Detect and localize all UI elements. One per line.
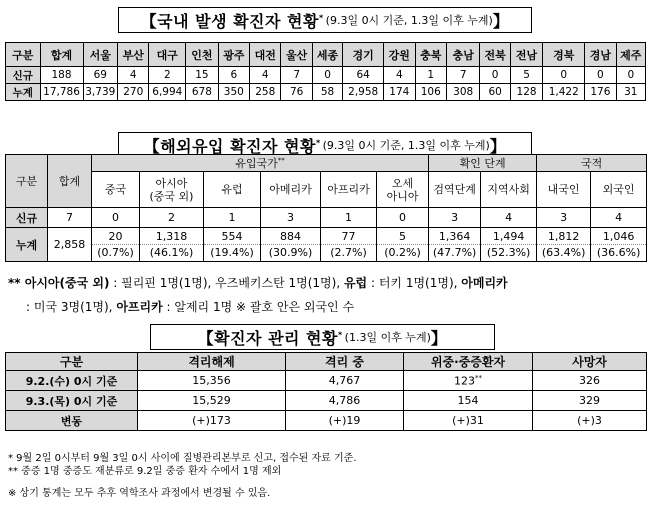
domestic-new-cell: 0 xyxy=(585,67,616,84)
domestic-cum-cell: 31 xyxy=(616,84,645,101)
overseas-new-cell: 2 xyxy=(140,208,204,228)
overseas-new-cell: 4 xyxy=(481,208,537,228)
domestic-cum-cell: 60 xyxy=(480,84,510,101)
domestic-cum-cell: 128 xyxy=(510,84,542,101)
overseas-group-row xyxy=(6,155,647,172)
overseas-new-row xyxy=(6,208,647,228)
management-row-sep2 xyxy=(6,371,647,391)
domestic-new-cell: 1 xyxy=(415,67,446,84)
domestic-new-row xyxy=(6,67,646,84)
management-cell xyxy=(404,371,533,391)
domestic-cum-cell: 106 xyxy=(415,84,446,101)
overseas-col-header: 지역사회 xyxy=(481,172,537,208)
management-cell: (+)173 xyxy=(138,411,286,431)
overseas-new-total: 7 xyxy=(48,208,92,228)
overseas-col-header: 오세 아니아 xyxy=(377,172,429,208)
overseas-cum-percent: (46.1%) xyxy=(140,244,203,260)
management-cell: 154 xyxy=(404,391,533,411)
domestic-new-cell: 4 xyxy=(118,67,149,84)
overseas-cum-percent: (30.9%) xyxy=(261,244,320,260)
overseas-cum-percent: (36.6%) xyxy=(591,244,646,260)
overseas-cum-value: 1,494 xyxy=(492,230,525,243)
domestic-cum-cell: 58 xyxy=(312,84,342,101)
domestic-header-cell: 제주 xyxy=(616,43,645,67)
overseas-new-cell: 3 xyxy=(537,208,591,228)
management-cell: 15,356 xyxy=(138,371,286,391)
overseas-new-cell: 4 xyxy=(591,208,647,228)
domestic-title-text: 【국내 발생 확진자 현황* xyxy=(140,11,324,31)
domestic-header-cell: 울산 xyxy=(281,43,312,67)
overseas-col-row xyxy=(6,172,647,208)
domestic-header-cell: 인천 xyxy=(186,43,218,67)
domestic-cum-cell: 174 xyxy=(384,84,415,101)
overseas-cum-value: 1,046 xyxy=(602,230,635,243)
management-header-cell: 격리해제 xyxy=(138,353,286,371)
domestic-header-cell: 부산 xyxy=(118,43,149,67)
overseas-cum-cell xyxy=(591,228,647,262)
domestic-new-cell: 신규 xyxy=(6,67,41,84)
domestic-new-cell: 0 xyxy=(616,67,645,84)
domestic-new-cell: 188 xyxy=(40,67,83,84)
overseas-cum-value: 1,812 xyxy=(547,230,580,243)
management-cell: 15,529 xyxy=(138,391,286,411)
domestic-header-cell: 합계 xyxy=(40,43,83,67)
overseas-new-cell: 3 xyxy=(261,208,321,228)
overseas-cum-value: 20 xyxy=(108,230,123,243)
overseas-cum-cell xyxy=(261,228,321,262)
overseas-col-header: 중국 xyxy=(92,172,140,208)
overseas-col-header: 아프리카 xyxy=(321,172,377,208)
domestic-cum-cell: 17,786 xyxy=(40,84,83,101)
overseas-cum-percent: (19.4%) xyxy=(204,244,260,260)
domestic-cases-table xyxy=(5,42,646,101)
overseas-cum-cell xyxy=(429,228,481,262)
overseas-gubun: 구분 xyxy=(6,155,48,208)
domestic-new-cell: 5 xyxy=(510,67,542,84)
overseas-cum-cell xyxy=(537,228,591,262)
domestic-header-cell: 대구 xyxy=(149,43,186,67)
domestic-header-cell: 광주 xyxy=(218,43,249,67)
overseas-new-label: 신규 xyxy=(6,208,48,228)
management-row-sep3 xyxy=(6,391,647,411)
domestic-header-cell: 경북 xyxy=(543,43,585,67)
overseas-col-header: 유럽 xyxy=(204,172,261,208)
overseas-cases-table xyxy=(5,154,647,262)
overseas-cum-percent: (0.7%) xyxy=(92,244,139,260)
overseas-cum-cell xyxy=(321,228,377,262)
management-header-cell: 사망자 xyxy=(533,353,647,371)
management-header-cell: 격리 중 xyxy=(286,353,404,371)
domestic-header-cell: 경남 xyxy=(585,43,616,67)
domestic-cum-row xyxy=(6,84,646,101)
overseas-col-header: 아메리카 xyxy=(261,172,321,208)
overseas-cum-cell xyxy=(377,228,429,262)
management-row-change xyxy=(6,411,647,431)
domestic-header-cell: 경기 xyxy=(343,43,384,67)
domestic-new-cell: 0 xyxy=(480,67,510,84)
domestic-header-cell: 서울 xyxy=(83,43,118,67)
domestic-new-cell: 4 xyxy=(250,67,281,84)
overseas-cum-percent: (2.7%) xyxy=(321,244,376,260)
overseas-new-cell: 3 xyxy=(429,208,481,228)
overseas-col-header: 아시아 (중국 외) xyxy=(140,172,204,208)
domestic-header-cell: 전남 xyxy=(510,43,542,67)
overseas-group-nation: 국적 xyxy=(537,155,647,172)
overseas-group-confirm: 확인 단계 xyxy=(429,155,537,172)
domestic-new-cell: 69 xyxy=(83,67,118,84)
domestic-new-cell: 2 xyxy=(149,67,186,84)
management-title-sub: (1.3일 이후 누계) xyxy=(344,331,431,344)
overseas-cum-value: 1,364 xyxy=(438,230,471,243)
management-header-cell: 위중·중증환자 xyxy=(404,353,533,371)
management-header-row xyxy=(6,353,647,371)
management-cell: 4,786 xyxy=(286,391,404,411)
management-row-label: 9.3.(목) 0시 기준 xyxy=(6,391,138,411)
domestic-new-cell: 0 xyxy=(312,67,342,84)
domestic-header-cell: 전북 xyxy=(480,43,510,67)
domestic-header-row xyxy=(6,43,646,67)
domestic-title: 【국내 발생 확진자 현황* (9.3일 0시 기준, 1.3일 이후 누계) 】 xyxy=(118,7,532,33)
footnote-1: * 9월 2일 0시부터 9월 3일 0시 사이에 질병관리본부로 신고, 접수된 자료 기준. xyxy=(8,453,357,464)
domestic-header-cell: 구분 xyxy=(6,43,41,67)
domestic-header-cell: 세종 xyxy=(312,43,342,67)
overseas-cum-label: 누계 xyxy=(6,228,48,262)
domestic-cum-cell: 350 xyxy=(218,84,249,101)
management-cell: (+)3 xyxy=(533,411,647,431)
domestic-cum-cell: 678 xyxy=(186,84,218,101)
domestic-new-cell: 7 xyxy=(281,67,312,84)
management-header-cell: 구분 xyxy=(6,353,138,371)
overseas-col-header: 내국인 xyxy=(537,172,591,208)
overseas-cum-cell xyxy=(204,228,261,262)
overseas-new-cell: 0 xyxy=(92,208,140,228)
domestic-new-cell: 0 xyxy=(543,67,585,84)
domestic-cum-cell: 176 xyxy=(585,84,616,101)
domestic-header-cell: 강원 xyxy=(384,43,415,67)
management-title: 【확진자 관리 현황* (1.3일 이후 누계) 】 xyxy=(150,324,495,350)
overseas-new-cell: 1 xyxy=(204,208,261,228)
overseas-cum-percent: (47.7%) xyxy=(429,244,480,260)
domestic-header-cell: 대전 xyxy=(250,43,281,67)
overseas-cum-percent: (0.2%) xyxy=(377,244,428,260)
overseas-cum-percent: (63.4%) xyxy=(537,244,590,260)
domestic-cum-cell: 258 xyxy=(250,84,281,101)
overseas-cum-cell xyxy=(140,228,204,262)
management-cell: (+)19 xyxy=(286,411,404,431)
overseas-cum-total: 2,858 xyxy=(48,228,92,262)
domestic-new-cell: 7 xyxy=(446,67,480,84)
overseas-title-text: 【해외유입 확진자 현황* xyxy=(143,136,321,156)
management-cell: 326 xyxy=(533,371,647,391)
footnote-2: ** 중증 1명 중증도 재분류로 9.2일 중증 환자 수에서 1명 제외 xyxy=(8,466,282,477)
domestic-new-cell: 15 xyxy=(186,67,218,84)
overseas-cum-value: 5 xyxy=(399,230,407,243)
management-title-text: 【확진자 관리 현황* xyxy=(197,328,343,348)
domestic-cum-cell: 270 xyxy=(118,84,149,101)
management-cell: 4,767 xyxy=(286,371,404,391)
domestic-header-cell: 충북 xyxy=(415,43,446,67)
domestic-header-cell: 충남 xyxy=(446,43,480,67)
overseas-title-sub: (9.3일 0시 기준, 1.3일 이후 누계) xyxy=(322,139,490,152)
overseas-cum-value: 77 xyxy=(341,230,356,243)
domestic-new-cell: 64 xyxy=(343,67,384,84)
severe-mark: ** xyxy=(475,373,482,382)
footnote-3: ※ 상기 통계는 모두 추후 역학조사 과정에서 변경될 수 있음. xyxy=(8,488,271,499)
overseas-group-inflow: 유입국가** xyxy=(92,155,429,172)
domestic-cum-cell: 1,422 xyxy=(543,84,585,101)
severe-value: 123 xyxy=(454,374,475,388)
overseas-col-header: 검역단계 xyxy=(429,172,481,208)
domestic-new-cell: 6 xyxy=(218,67,249,84)
overseas-cum-value: 1,318 xyxy=(155,230,188,243)
inflow-note-line2: : 미국 3명(1명), 아프리카 : 알제리 1명 ※ 괄호 안은 외국인 수 xyxy=(26,300,355,314)
overseas-total-header: 합계 xyxy=(48,155,92,208)
management-cell: 329 xyxy=(533,391,647,411)
management-cell: (+)31 xyxy=(404,411,533,431)
domestic-cum-cell: 76 xyxy=(281,84,312,101)
domestic-cum-cell: 6,994 xyxy=(149,84,186,101)
overseas-cum-value: 884 xyxy=(280,230,301,243)
domestic-cum-cell: 누계 xyxy=(6,84,41,101)
overseas-col-header: 외국인 xyxy=(591,172,647,208)
overseas-new-cell: 1 xyxy=(321,208,377,228)
overseas-cum-row xyxy=(6,228,647,262)
overseas-cum-cell xyxy=(92,228,140,262)
domestic-title-sub: (9.3일 0시 기준, 1.3일 이후 누계) xyxy=(325,14,493,27)
overseas-cum-cell xyxy=(481,228,537,262)
overseas-title: 【해외유입 확진자 현황* (9.3일 0시 기준, 1.3일 이후 누계) 】 xyxy=(118,132,532,158)
overseas-cum-percent: (52.3%) xyxy=(481,244,536,260)
inflow-note-line1: ** 아시아(중국 외) : 필리핀 1명(1명), 우즈베키스탄 1명(1명), 유럽 : 터키 1명(1명), 아메리카 xyxy=(8,276,508,290)
management-row-label: 9.2.(수) 0시 기준 xyxy=(6,371,138,391)
overseas-cum-value: 554 xyxy=(221,230,243,243)
management-row-label: 변동 xyxy=(6,411,138,431)
domestic-cum-cell: 308 xyxy=(446,84,480,101)
domestic-cum-cell: 3,739 xyxy=(83,84,118,101)
overseas-new-cell: 0 xyxy=(377,208,429,228)
domestic-new-cell: 4 xyxy=(384,67,415,84)
domestic-cum-cell: 2,958 xyxy=(343,84,384,101)
management-table xyxy=(5,352,647,431)
